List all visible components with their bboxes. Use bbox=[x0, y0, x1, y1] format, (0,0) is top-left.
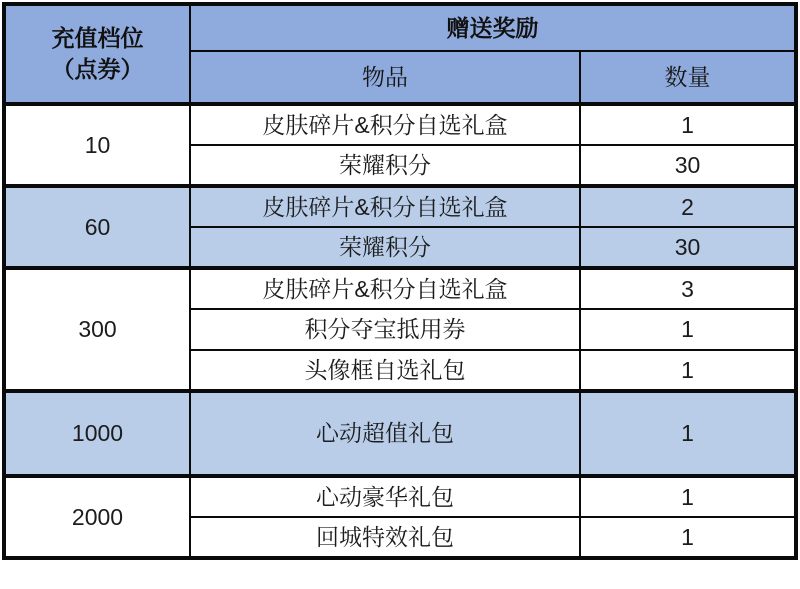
quantity-cell: 1 bbox=[580, 350, 796, 391]
tier-header-line2: （点券） bbox=[51, 56, 144, 82]
quantity-column-header: 数量 bbox=[580, 51, 796, 104]
item-column-header: 物品 bbox=[190, 51, 580, 104]
item-cell: 皮肤碎片&积分自选礼盒 bbox=[190, 104, 580, 145]
quantity-cell: 1 bbox=[580, 104, 796, 145]
quantity-cell: 30 bbox=[580, 145, 796, 186]
tier-header-line1: 充值档位 bbox=[51, 24, 144, 51]
table-row bbox=[4, 391, 796, 476]
item-cell: 积分夺宝抵用券 bbox=[190, 309, 580, 350]
tier-cell: 1000 bbox=[4, 391, 190, 476]
table-row bbox=[4, 186, 796, 227]
item-cell: 皮肤碎片&积分自选礼盒 bbox=[190, 268, 580, 309]
item-cell: 荣耀积分 bbox=[190, 227, 580, 268]
quantity-cell: 1 bbox=[580, 517, 796, 558]
tier-cell: 10 bbox=[4, 104, 190, 186]
quantity-cell: 1 bbox=[580, 309, 796, 350]
header-row-main bbox=[4, 4, 796, 51]
tier-cell: 300 bbox=[4, 268, 190, 391]
rewards-header: 赠送奖励 bbox=[190, 4, 796, 51]
item-cell: 回城特效礼包 bbox=[190, 517, 580, 558]
table-row bbox=[4, 476, 796, 517]
tier-cell: 60 bbox=[4, 186, 190, 268]
quantity-cell: 2 bbox=[580, 186, 796, 227]
tier-cell: 2000 bbox=[4, 476, 190, 558]
item-cell: 心动超值礼包 bbox=[190, 391, 580, 476]
table-row bbox=[4, 268, 796, 309]
item-cell: 头像框自选礼包 bbox=[190, 350, 580, 391]
item-cell: 心动豪华礼包 bbox=[190, 476, 580, 517]
quantity-cell: 1 bbox=[580, 476, 796, 517]
quantity-cell: 1 bbox=[580, 391, 796, 476]
tier-column-header bbox=[4, 4, 190, 104]
item-cell: 荣耀积分 bbox=[190, 145, 580, 186]
table-row bbox=[4, 104, 796, 145]
recharge-rewards-table bbox=[2, 2, 798, 560]
quantity-cell: 3 bbox=[580, 268, 796, 309]
item-cell: 皮肤碎片&积分自选礼盒 bbox=[190, 186, 580, 227]
quantity-cell: 30 bbox=[580, 227, 796, 268]
